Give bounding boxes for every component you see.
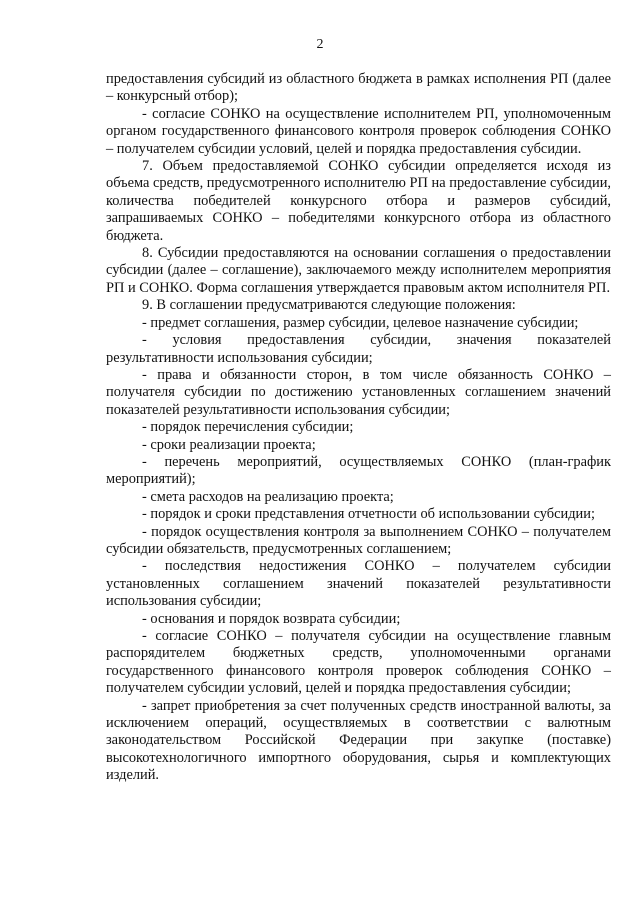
list-item: - перечень мероприятий, осуществляемых СОНКО (план-график мероприятий);: [106, 453, 611, 488]
document-body: [106, 71, 611, 785]
page-number: 2: [316, 37, 324, 52]
list-item: - порядок и сроки представления отчетности об использовании субсидии;: [142, 506, 595, 523]
list-item: - основания и порядок возврата субсидии;: [142, 610, 401, 627]
list-item: - сроки реализации проекта;: [142, 436, 316, 453]
paragraph-continuation: предоставления субсидий из областного бюджета в рамках исполнения РП (далее – конкурсный отбор);: [106, 71, 611, 105]
clause-7: 7. Объем предоставляемой СОНКО субсидии определяется исходя из объема средств, предусмотренного исполнителю РП на предоставление субсидии, количества победителей конкурсного отбора и размеров субсидий, запрашиваемых СОНКО – победителями конкурсного отбора из областного бюджета.: [106, 158, 611, 244]
list-item: - запрет приобретения за счет полученных средств иностранной валюты, за исключением операций, осуществляемых в соответствии с валютным законодательством Российской Федерации при закупке (поставке) высокотехнологичного импортного оборудования, сырья и комплектующих изделий.: [106, 697, 611, 784]
list-item: - последствия недостижения СОНКО – получателем субсидии установленных соглашением значений показателей результативности использования субсидии;: [106, 558, 611, 610]
list-item: - смета расходов на реализацию проекта;: [142, 488, 394, 505]
list-item: - порядок осуществления контроля за выполнением СОНКО – получателем субсидии обязательств, предусмотренных соглашением;: [106, 523, 611, 557]
list-item: - условия предоставления субсидии, значения показателей результативности использования субсидии;: [106, 332, 611, 366]
list-item: - предмет соглашения, размер субсидии, целевое назначение субсидии;: [142, 314, 579, 331]
list-item: - права и обязанности сторон, в том числе обязанность СОНКО – получателя субсидии по достижению установленных соглашением значений показателей результативности использования субсидии;: [106, 366, 611, 418]
clause-8: 8. Субсидии предоставляются на основании соглашения о предоставлении субсидии (далее – соглашение), заключаемого между исполнителем мероприятия РП и СОНКО. Форма соглашения утверждается правовым актом исполнителя РП.: [106, 245, 611, 296]
clause-9: 9. В соглашении предусматриваются следующие положения:: [142, 297, 516, 314]
list-item-consent-inspection: - согласие СОНКО на осуществление исполнителем РП, уполномоченным органом государственного финансового контроля проверок соблюдения СОНКО – получателем субсидии условий, целей и порядка предоставления субсидии.: [106, 105, 611, 157]
list-item: - согласие СОНКО – получателя субсидии на осуществление главным распорядителем бюджетных средств, уполномоченными органами государственного финансового контроля проверок соблюдения СОНКО – получателем субсидии условий, целей и порядка предоставления субсидии;: [106, 628, 611, 697]
list-item: - порядок перечисления субсидии;: [142, 419, 354, 436]
